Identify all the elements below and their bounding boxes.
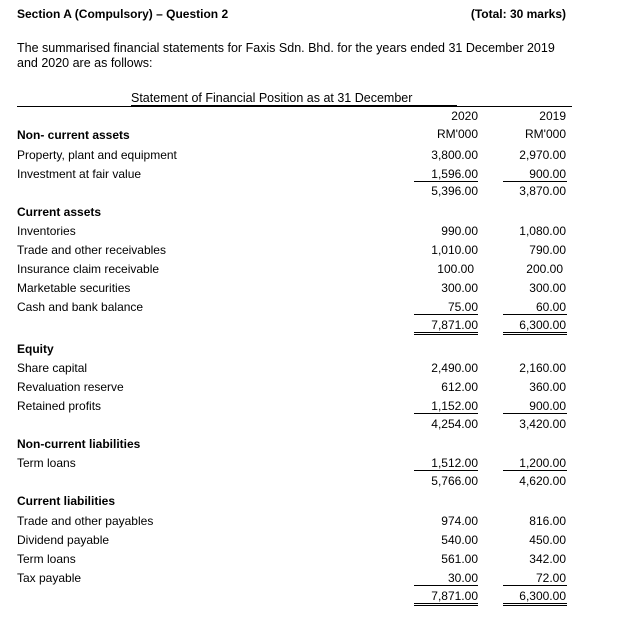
underline-2020 [414, 413, 478, 414]
ncl-total-2019: 4,620.00 [519, 474, 566, 488]
total-assets-2020: 7,871.00 [431, 318, 478, 332]
receivables-2020: 1,010.00 [431, 243, 478, 257]
equity-heading: Equity [17, 342, 54, 356]
nca-total-2019: 3,870.00 [519, 184, 566, 198]
receivables-label: Trade and other receivables [17, 243, 166, 257]
payables-2019: 816.00 [529, 514, 566, 528]
insurance-claim-2019: 200.00 [526, 262, 563, 276]
double-underline-2020 [414, 334, 478, 335]
inventories-2019: 1,080.00 [519, 224, 566, 238]
tax-payable-2020: 30.00 [447, 571, 478, 585]
cl-term-loans-label: Term loans [17, 552, 76, 566]
investment-label: Investment at fair value [17, 167, 142, 181]
total-assets-2019: 6,300.00 [519, 318, 566, 332]
retained-profits-2019: 900.00 [529, 399, 566, 413]
double-underline-2020 [414, 332, 478, 333]
underline-2020 [414, 314, 478, 315]
tax-payable-2019: 72.00 [535, 571, 566, 585]
cl-term-loans-2019: 342.00 [529, 552, 566, 566]
marketable-securities-2019: 300.00 [529, 281, 566, 295]
ncl-total-2020: 5,766.00 [431, 474, 478, 488]
marketable-securities-2020: 300.00 [441, 281, 478, 295]
section-heading: Section A (Compulsory) – Question 2 [17, 7, 229, 21]
double-underline-2019 [503, 334, 567, 335]
dividend-payable-2019: 450.00 [529, 533, 566, 547]
total-marks: (Total: 30 marks) [470, 7, 566, 21]
underline-2019 [503, 585, 567, 586]
underline-2020 [414, 181, 478, 182]
double-underline-2020 [414, 605, 478, 606]
underline-2020 [414, 470, 478, 471]
inventories-label: Inventories [17, 224, 76, 238]
tax-payable-label: Tax payable [17, 571, 82, 585]
insurance-claim-label: Insurance claim receivable [17, 262, 160, 276]
ppe-label: Property, plant and equipment [17, 148, 177, 162]
ppe-2019: 2,970.00 [519, 148, 566, 162]
underline-2019 [503, 181, 567, 182]
equity-total-2020: 4,254.00 [431, 417, 478, 431]
double-underline-2019 [503, 332, 567, 333]
double-underline-2019 [503, 603, 567, 604]
underline-2019 [503, 314, 567, 315]
underline-2019 [503, 413, 567, 414]
statement-title: Statement of Financial Position as at 31 December [131, 91, 413, 105]
non-current-liabilities-heading: Non-current liabilities [17, 437, 141, 451]
currency-2020-header: RM'000 [437, 127, 478, 141]
cl-term-loans-2020: 561.00 [441, 552, 478, 566]
cash-2019: 60.00 [535, 300, 566, 314]
payables-2020: 974.00 [441, 514, 478, 528]
revaluation-reserve-2020: 612.00 [441, 380, 478, 394]
investment-2020: 1,596.00 [431, 167, 478, 181]
share-capital-label: Share capital [17, 361, 88, 375]
payables-label: Trade and other payables [17, 514, 154, 528]
revaluation-reserve-2019: 360.00 [529, 380, 566, 394]
year-2020-header: 2020 [451, 109, 478, 123]
double-underline-2020 [414, 603, 478, 604]
inventories-2020: 990.00 [441, 224, 478, 238]
share-capital-2019: 2,160.00 [519, 361, 566, 375]
underline-2020 [414, 585, 478, 586]
investment-2019: 900.00 [529, 167, 566, 181]
equity-total-2019: 3,420.00 [519, 417, 566, 431]
total-equity-liabilities-2020: 7,871.00 [431, 589, 478, 603]
share-capital-2020: 2,490.00 [431, 361, 478, 375]
total-equity-liabilities-2019: 6,300.00 [519, 589, 566, 603]
non-current-assets-heading: Non- current assets [17, 128, 130, 142]
currency-2019-header: RM'000 [525, 127, 566, 141]
ppe-2020: 3,800.00 [431, 148, 478, 162]
underline-2019 [503, 470, 567, 471]
table-top-rule [17, 106, 572, 107]
nca-total-2020: 5,396.00 [431, 184, 478, 198]
insurance-claim-2020: 100.00 [437, 262, 474, 276]
receivables-2019: 790.00 [529, 243, 566, 257]
dividend-payable-label: Dividend payable [17, 533, 110, 547]
dividend-payable-2020: 540.00 [441, 533, 478, 547]
intro-paragraph: The summarised financial statements for Faxis Sdn. Bhd. for the years ended 31 December 2019 and 2020 are as follows: [17, 41, 555, 70]
double-underline-2019 [503, 605, 567, 606]
nc-term-loans-label: Term loans [17, 456, 76, 470]
current-assets-heading: Current assets [17, 205, 102, 219]
year-2019-header: 2019 [539, 109, 566, 123]
revaluation-reserve-label: Revaluation reserve [17, 380, 124, 394]
retained-profits-label: Retained profits [17, 399, 102, 413]
nc-term-loans-2020: 1,512.00 [431, 456, 478, 470]
cash-label: Cash and bank balance [17, 300, 144, 314]
current-liabilities-heading: Current liabilities [17, 494, 116, 508]
nc-term-loans-2019: 1,200.00 [519, 456, 566, 470]
retained-profits-2020: 1,152.00 [431, 399, 478, 413]
marketable-securities-label: Marketable securities [17, 281, 131, 295]
cash-2020: 75.00 [447, 300, 478, 314]
